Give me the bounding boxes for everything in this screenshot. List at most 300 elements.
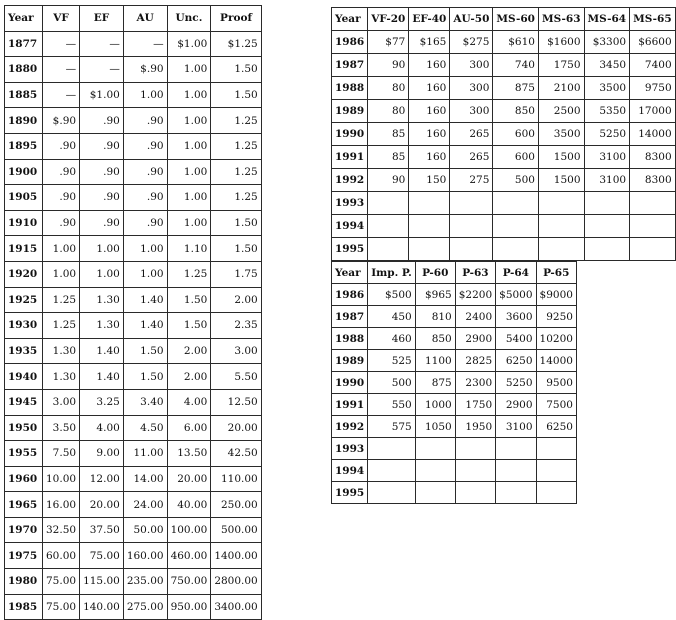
price-cell: 810 [415, 306, 455, 328]
price-cell [584, 192, 630, 215]
price-cell [536, 460, 576, 482]
year-cell: 1993 [332, 192, 368, 215]
price-cell: $.90 [123, 57, 167, 83]
price-cell: 75.00 [43, 569, 80, 595]
price-cell: 6250 [496, 350, 536, 372]
price-cell: 1.40 [80, 338, 124, 364]
price-cell: 460.00 [167, 543, 211, 569]
price-cell: 1.25 [43, 313, 80, 339]
price-cell [496, 438, 536, 460]
table-row [332, 284, 577, 306]
price-cell: 5250 [496, 372, 536, 394]
price-cell: 37.50 [80, 517, 124, 543]
price-cell [415, 438, 455, 460]
price-cell: 6250 [536, 416, 576, 438]
price-cell [409, 215, 450, 238]
year-cell: 1877 [5, 31, 43, 57]
price-cell: $275 [450, 31, 493, 54]
table-row [332, 123, 676, 146]
price-cell [368, 215, 409, 238]
table-row [332, 100, 676, 123]
year-cell: 1965 [5, 492, 43, 518]
table-row [5, 492, 262, 518]
price-cell: — [43, 57, 80, 83]
price-cell: 1.00 [80, 236, 124, 262]
table-row [332, 306, 577, 328]
price-cell [493, 215, 539, 238]
price-cell: 500.00 [211, 517, 261, 543]
price-cell: 8300 [630, 169, 676, 192]
table-row [332, 460, 577, 482]
year-cell: 1935 [5, 338, 43, 364]
table-row [332, 192, 676, 215]
column-header: Year [332, 8, 368, 31]
table-row [332, 31, 676, 54]
column-header: MS-63 [538, 8, 584, 31]
price-cell: 1.25 [167, 261, 211, 287]
column-header: MS-60 [493, 8, 539, 31]
column-header: Year [332, 262, 368, 284]
price-cell: — [43, 31, 80, 57]
price-cell: 850 [415, 328, 455, 350]
price-cell: 3.00 [43, 389, 80, 415]
price-cell: 3.25 [80, 389, 124, 415]
column-header: P-65 [536, 262, 576, 284]
price-cell: 9250 [536, 306, 576, 328]
price-cell [496, 482, 536, 504]
price-cell [368, 438, 416, 460]
price-cell: 3400.00 [211, 594, 261, 620]
price-cell: 250.00 [211, 492, 261, 518]
price-cell: $165 [409, 31, 450, 54]
price-cell: 1.50 [211, 57, 261, 83]
price-cell: .90 [123, 210, 167, 236]
year-cell: 1885 [5, 82, 43, 108]
column-header: MS-64 [584, 8, 630, 31]
price-cell: 42.50 [211, 441, 261, 467]
year-cell: 1995 [332, 482, 368, 504]
column-header: VF-20 [368, 8, 409, 31]
column-header: Proof [211, 6, 261, 32]
price-cell: 110.00 [211, 466, 261, 492]
price-cell: 2100 [538, 77, 584, 100]
price-cell: 1950 [455, 416, 495, 438]
price-cell: .90 [43, 185, 80, 211]
price-cell: 1.40 [123, 313, 167, 339]
column-header: EF-40 [409, 8, 450, 31]
price-cell [455, 460, 495, 482]
price-cell: 1.30 [43, 364, 80, 390]
table-row [5, 441, 262, 467]
price-cell: .90 [80, 185, 124, 211]
price-cell: 3.00 [211, 338, 261, 364]
price-cell: — [123, 31, 167, 57]
price-cell: 450 [368, 306, 416, 328]
price-cell: 2.00 [211, 287, 261, 313]
price-cell: 550 [368, 394, 416, 416]
price-cell: 40.00 [167, 492, 211, 518]
price-cell: 3450 [584, 54, 630, 77]
price-cell: 1.75 [211, 261, 261, 287]
price-cell: 525 [368, 350, 416, 372]
price-cell: .90 [43, 159, 80, 185]
price-cell: 90 [368, 54, 409, 77]
header-row [332, 8, 676, 31]
price-cell: 100.00 [167, 517, 211, 543]
header-row [5, 6, 262, 32]
column-header: EF [80, 6, 124, 32]
price-cell: 460 [368, 328, 416, 350]
price-cell: .90 [43, 133, 80, 159]
year-cell: 1895 [5, 133, 43, 159]
price-cell [493, 192, 539, 215]
price-cell: 2900 [455, 328, 495, 350]
price-cell [415, 460, 455, 482]
price-cell: .90 [80, 108, 124, 134]
price-cell: 160.00 [123, 543, 167, 569]
price-cell: 50.00 [123, 517, 167, 543]
price-cell: 5350 [584, 100, 630, 123]
price-cell [450, 238, 493, 261]
year-cell: 1993 [332, 438, 368, 460]
table-row [332, 77, 676, 100]
price-table-business-strikes-1986-1995 [331, 7, 676, 261]
year-cell: 1945 [5, 389, 43, 415]
price-cell: 1.30 [80, 313, 124, 339]
table-row [5, 517, 262, 543]
price-cell: 7.50 [43, 441, 80, 467]
price-cell: 3100 [496, 416, 536, 438]
year-cell: 1986 [332, 284, 368, 306]
price-cell: 2400 [455, 306, 495, 328]
table-row [332, 169, 676, 192]
price-cell [538, 215, 584, 238]
price-cell: 2825 [455, 350, 495, 372]
column-header: Imp. P. [368, 262, 416, 284]
table-row [5, 364, 262, 390]
price-cell: 1.00 [123, 82, 167, 108]
table-row [5, 594, 262, 620]
table-row [332, 54, 676, 77]
price-cell [630, 192, 676, 215]
price-cell: 1.50 [123, 364, 167, 390]
price-cell: .90 [80, 210, 124, 236]
price-cell: 1.00 [80, 261, 124, 287]
price-cell: 1750 [538, 54, 584, 77]
header-row [332, 262, 577, 284]
price-cell [455, 482, 495, 504]
table-row [5, 466, 262, 492]
price-cell: .90 [43, 210, 80, 236]
price-cell: 32.50 [43, 517, 80, 543]
price-cell [368, 482, 416, 504]
price-cell [630, 215, 676, 238]
price-cell: 1.40 [80, 364, 124, 390]
year-cell: 1950 [5, 415, 43, 441]
price-cell: $77 [368, 31, 409, 54]
price-cell: 1000 [415, 394, 455, 416]
price-cell: 13.50 [167, 441, 211, 467]
price-table-proofs-1986-1995 [331, 261, 577, 504]
price-cell: — [80, 57, 124, 83]
price-cell: 1.00 [167, 185, 211, 211]
table-row [332, 482, 577, 504]
price-cell: 16.00 [43, 492, 80, 518]
price-cell [538, 192, 584, 215]
year-cell: 1890 [5, 108, 43, 134]
year-cell: 1990 [332, 372, 368, 394]
price-cell: 75.00 [43, 594, 80, 620]
table-row [332, 215, 676, 238]
price-cell: .90 [80, 133, 124, 159]
table-row [5, 338, 262, 364]
table-row [5, 159, 262, 185]
year-cell: 1992 [332, 416, 368, 438]
table-row [5, 389, 262, 415]
price-cell: 600 [493, 146, 539, 169]
price-cell: 1.00 [167, 210, 211, 236]
price-cell: 150 [409, 169, 450, 192]
price-cell: 12.00 [80, 466, 124, 492]
price-cell: .90 [123, 159, 167, 185]
table-row [5, 57, 262, 83]
price-cell: 20.00 [167, 466, 211, 492]
year-cell: 1975 [5, 543, 43, 569]
price-cell: 10200 [536, 328, 576, 350]
year-cell: 1994 [332, 460, 368, 482]
year-cell: 1980 [5, 569, 43, 595]
table-row [332, 238, 676, 261]
price-cell [415, 482, 455, 504]
table-row [5, 543, 262, 569]
price-cell [409, 192, 450, 215]
year-cell: 1986 [332, 31, 368, 54]
price-cell: 1.00 [123, 261, 167, 287]
price-cell: 5250 [584, 123, 630, 146]
year-cell: 1989 [332, 350, 368, 372]
price-cell: 3.40 [123, 389, 167, 415]
price-cell [584, 238, 630, 261]
price-cell: .90 [80, 159, 124, 185]
price-cell: 875 [415, 372, 455, 394]
price-cell: 9500 [536, 372, 576, 394]
price-cell: 575 [368, 416, 416, 438]
price-cell: 1400.00 [211, 543, 261, 569]
price-cell: 300 [450, 77, 493, 100]
price-cell: 9750 [630, 77, 676, 100]
price-cell: 90 [368, 169, 409, 192]
table-row [332, 394, 577, 416]
table-row [5, 313, 262, 339]
price-cell: 24.00 [123, 492, 167, 518]
year-cell: 1970 [5, 517, 43, 543]
price-cell: 275 [450, 169, 493, 192]
price-cell: 1.50 [167, 313, 211, 339]
price-cell: 2.00 [167, 364, 211, 390]
price-cell: $6600 [630, 31, 676, 54]
price-cell: 1100 [415, 350, 455, 372]
price-cell: 17000 [630, 100, 676, 123]
column-header: P-63 [455, 262, 495, 284]
price-cell: 160 [409, 54, 450, 77]
price-cell: $965 [415, 284, 455, 306]
price-cell: 1.25 [211, 159, 261, 185]
price-cell: .90 [123, 185, 167, 211]
price-cell: 160 [409, 100, 450, 123]
price-cell [368, 192, 409, 215]
price-cell: 7500 [536, 394, 576, 416]
year-cell: 1925 [5, 287, 43, 313]
price-cell: 1.50 [123, 338, 167, 364]
price-cell: 1.10 [167, 236, 211, 262]
price-cell: 1.00 [167, 133, 211, 159]
price-cell: 4.50 [123, 415, 167, 441]
price-cell: .90 [123, 133, 167, 159]
price-cell: 6.00 [167, 415, 211, 441]
column-header: P-60 [415, 262, 455, 284]
table-row [5, 287, 262, 313]
price-cell: 140.00 [80, 594, 124, 620]
price-cell: 1.25 [43, 287, 80, 313]
price-cell: 300 [450, 54, 493, 77]
year-cell: 1991 [332, 394, 368, 416]
price-cell: 2900 [496, 394, 536, 416]
year-cell: 1955 [5, 441, 43, 467]
price-cell: 3500 [538, 123, 584, 146]
price-cell: $2200 [455, 284, 495, 306]
column-header: Unc. [167, 6, 211, 32]
column-header: Year [5, 6, 43, 32]
price-cell: 1.30 [43, 338, 80, 364]
price-cell: $9000 [536, 284, 576, 306]
price-cell: 3500 [584, 77, 630, 100]
price-cell: 875 [493, 77, 539, 100]
price-cell: 3.50 [43, 415, 80, 441]
year-cell: 1960 [5, 466, 43, 492]
table-row [332, 372, 577, 394]
table-row [332, 328, 577, 350]
column-header: AU-50 [450, 8, 493, 31]
price-cell: 85 [368, 146, 409, 169]
price-cell: .90 [123, 108, 167, 134]
column-header: P-64 [496, 262, 536, 284]
price-cell: $1.25 [211, 31, 261, 57]
price-cell: 5400 [496, 328, 536, 350]
price-cell [450, 192, 493, 215]
price-cell: — [43, 82, 80, 108]
column-header: MS-65 [630, 8, 676, 31]
price-cell: 10.00 [43, 466, 80, 492]
price-cell: 20.00 [80, 492, 124, 518]
price-cell: 3600 [496, 306, 536, 328]
price-cell: 5.50 [211, 364, 261, 390]
price-cell: 2300 [455, 372, 495, 394]
price-cell [538, 238, 584, 261]
year-cell: 1900 [5, 159, 43, 185]
price-cell: 4.00 [80, 415, 124, 441]
price-cell [584, 215, 630, 238]
column-header: VF [43, 6, 80, 32]
year-cell: 1995 [332, 238, 368, 261]
table-row [5, 31, 262, 57]
price-cell: 20.00 [211, 415, 261, 441]
year-cell: 1910 [5, 210, 43, 236]
price-cell: 850 [493, 100, 539, 123]
year-cell: 1920 [5, 261, 43, 287]
price-cell: 1.00 [167, 82, 211, 108]
price-cell: 9.00 [80, 441, 124, 467]
price-cell: 1500 [538, 169, 584, 192]
price-cell [536, 438, 576, 460]
price-cell: 1.00 [43, 236, 80, 262]
table-row [5, 415, 262, 441]
year-cell: 1988 [332, 77, 368, 100]
year-cell: 1915 [5, 236, 43, 262]
price-cell: $5000 [496, 284, 536, 306]
price-cell: 1.50 [211, 236, 261, 262]
price-cell: 1.25 [211, 133, 261, 159]
year-cell: 1988 [332, 328, 368, 350]
price-cell: 85 [368, 123, 409, 146]
year-cell: 1905 [5, 185, 43, 211]
price-cell: 750.00 [167, 569, 211, 595]
table-row [5, 261, 262, 287]
price-cell: 1.50 [211, 210, 261, 236]
price-cell: 1050 [415, 416, 455, 438]
price-cell: 2800.00 [211, 569, 261, 595]
year-cell: 1880 [5, 57, 43, 83]
price-cell: 3100 [584, 169, 630, 192]
price-cell: 2.00 [167, 338, 211, 364]
table-row [5, 210, 262, 236]
price-cell: $1.00 [80, 82, 124, 108]
price-cell: 1.50 [211, 82, 261, 108]
price-cell: 1.40 [123, 287, 167, 313]
table-row [332, 350, 577, 372]
price-cell: $500 [368, 284, 416, 306]
price-cell: 300 [450, 100, 493, 123]
price-cell [455, 438, 495, 460]
column-header: AU [123, 6, 167, 32]
price-cell: 1.00 [167, 108, 211, 134]
table-row [5, 108, 262, 134]
price-cell: 740 [493, 54, 539, 77]
price-cell: 160 [409, 146, 450, 169]
table-row [332, 416, 577, 438]
price-cell: 11.00 [123, 441, 167, 467]
price-cell: 500 [493, 169, 539, 192]
price-cell: 1.00 [123, 236, 167, 262]
table-row [5, 185, 262, 211]
price-cell [536, 482, 576, 504]
price-cell: 1.25 [211, 185, 261, 211]
price-table-1877-1985 [4, 5, 262, 620]
price-cell [496, 460, 536, 482]
price-cell: 115.00 [80, 569, 124, 595]
price-cell: 1.00 [167, 57, 211, 83]
price-cell: 500 [368, 372, 416, 394]
price-cell: 1.25 [211, 108, 261, 134]
price-cell: 1.30 [80, 287, 124, 313]
price-cell: 1500 [538, 146, 584, 169]
price-cell: $1600 [538, 31, 584, 54]
price-cell: 4.00 [167, 389, 211, 415]
price-cell: $1.00 [167, 31, 211, 57]
year-cell: 1992 [332, 169, 368, 192]
price-cell: 8300 [630, 146, 676, 169]
price-cell: 275.00 [123, 594, 167, 620]
table-row [5, 133, 262, 159]
